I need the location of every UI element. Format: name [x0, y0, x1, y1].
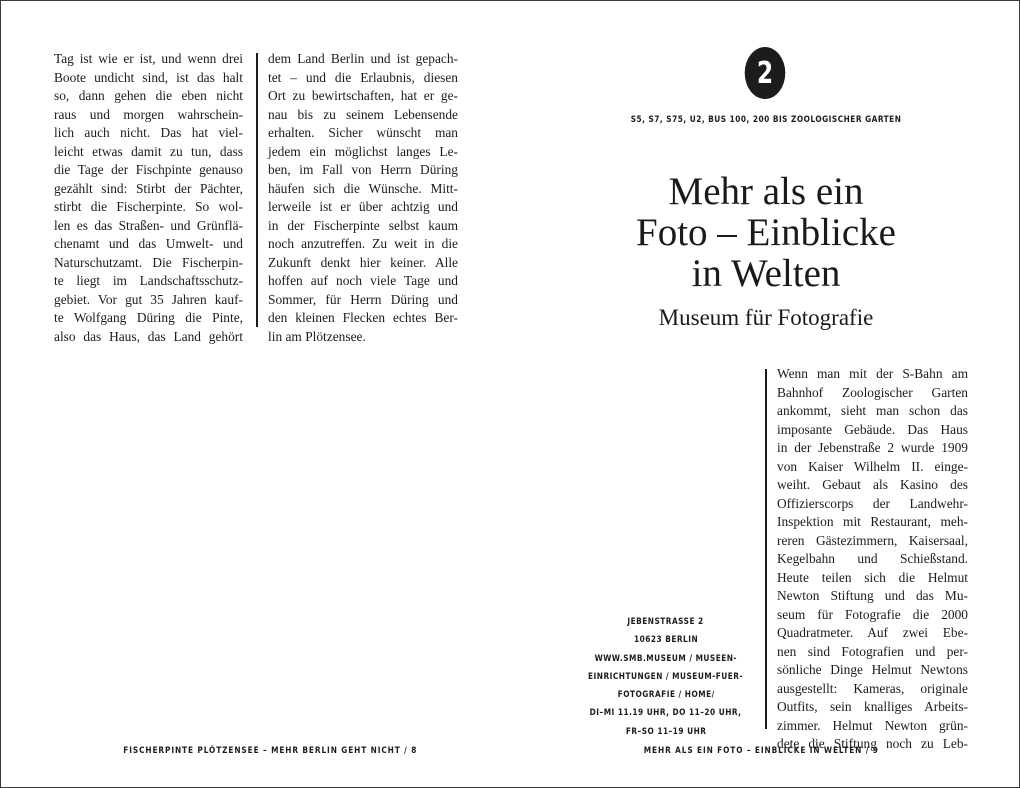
text-line: seum für Fotografie die 2000	[777, 606, 968, 622]
text-line: Newton Stiftung und das Mu-	[777, 588, 968, 603]
text-line: hoffen auf noch viele Tage und	[268, 273, 458, 288]
text-line: noch anzutreffen. Zu weit in die	[268, 236, 458, 251]
text-line: den kleinen Flecken echtes Ber-	[268, 310, 458, 325]
text-line: leicht etwas damit zu tun, dass	[54, 143, 243, 159]
running-footer-text: FISCHERPINTE PLÖTZENSEE – MEHR BERLIN GEHT NICHT / 8	[123, 746, 418, 756]
info-website: WWW.SMB.MUSEUM / MUSEEN-	[594, 653, 738, 664]
text-line: Ort zu bewirtschaften, hat er ge-	[268, 88, 458, 103]
text-line: lin am Plötzensee.	[268, 328, 366, 344]
left-page-column-2	[268, 50, 458, 346]
text-line: in der Fischerpinte selbst kaum	[268, 217, 458, 233]
text-line: nau bis zu seinem Lebensende	[268, 106, 458, 122]
text-line: gebiet. Vor gut 35 Jahren kauf-	[54, 291, 243, 307]
title-line: Mehr als ein	[668, 170, 864, 213]
text-line: Wenn man mit der S-Bahn am	[777, 366, 968, 381]
article-subtitle: Museum für Fotografie	[658, 305, 874, 330]
text-line: dete die Stiftung noch zu Leb-	[777, 736, 968, 751]
text-line: imposante Gebäude. Das Haus	[777, 421, 968, 437]
column-divider-rule	[256, 53, 258, 327]
left-page-column-1	[54, 50, 243, 346]
text-line: häufen sich die Wünsche. Mitt-	[268, 180, 458, 196]
transit-directions	[561, 114, 971, 125]
text-line: ben, im Fall von Herrn Düring	[268, 162, 458, 177]
info-hours-cont: FR–SO 11–19 UHR	[625, 726, 707, 737]
right-page-footer	[601, 745, 921, 756]
transit-text: S5, S7, S75, U2, BUS 100, 200 BIS ZOOLOGISCHER GARTEN	[630, 115, 902, 125]
text-line: Kegelbahn und Schießstand.	[777, 551, 968, 566]
info-address-street: JEBENSTRASSE 2	[627, 617, 705, 627]
left-page-footer	[91, 745, 431, 756]
text-line: Boote undicht sind, ist das halt	[54, 69, 243, 85]
text-line: Naturschutzamt. Die Fischerpin-	[54, 254, 243, 270]
text-line: stirbt die Fischerpinte. So wol-	[54, 199, 243, 214]
text-line: nen sind Fotografien und per-	[777, 643, 968, 659]
venue-info-block	[561, 613, 771, 741]
text-line: Zukunft denkt hier keiner. Alle	[268, 254, 458, 270]
text-line: Tag ist wie er ist, und wenn drei	[54, 51, 243, 66]
info-address-city: 10623 BERLIN	[633, 635, 699, 646]
text-line: von Kaiser Wilhelm II. einge-	[777, 458, 968, 474]
running-footer-text: MEHR ALS EIN FOTO – EINBLICKE IN WELTEN / 9	[643, 746, 879, 756]
text-line: Sommer, für Herrn Düring und	[268, 291, 458, 307]
text-line: in der Jebenstraße 2 wurde 1909	[777, 440, 968, 455]
text-line: reren Gästezimmern, Kaisersaal,	[777, 532, 968, 548]
text-line: sönliche Dinge Helmut Newtons	[777, 662, 968, 677]
text-line: ankommt, sieht man schon das	[777, 403, 968, 418]
text-line: raus und morgen wahrschein-	[54, 106, 243, 122]
text-line: te liegt im Landschaftsschutz-	[54, 273, 243, 288]
title-line: Foto – Einblicke	[636, 211, 896, 254]
text-line: gezählt sind: Stirbt der Pächter,	[54, 180, 243, 196]
info-website-cont: EINRICHTUNGEN / MUSEUM-FUER-	[588, 671, 744, 682]
title-line: in Welten	[691, 252, 841, 295]
chapter-number: 2	[756, 55, 774, 91]
text-line: also das Haus, das Land gehört	[54, 328, 243, 344]
text-line: chenamt und das Umwelt- und	[54, 236, 243, 251]
text-line: Quadratmeter. Auf zwei Ebe-	[777, 625, 968, 640]
article-title	[581, 171, 951, 294]
text-line: te Wolfgang Düring die Pinte,	[54, 310, 243, 325]
text-line: so, dann gehen die eben nicht	[54, 88, 243, 103]
chapter-number-badge	[745, 47, 786, 99]
text-line: lerweile ist er über achtzig und	[268, 199, 458, 214]
text-line: Offizierscorps der Landwehr-	[777, 495, 968, 511]
info-hours: DI–MI 11.19 UHR, DO 11–20 UHR,	[590, 708, 742, 719]
text-line: weiht. Gebaut als Kasino des	[777, 477, 968, 492]
text-line: lich auch nicht. Das hat viel-	[54, 125, 243, 140]
text-line: len es das Straßen- und Grünflä-	[54, 217, 243, 233]
text-line: Bahnhof Zoologischer Garten	[777, 384, 968, 400]
text-line: die Tage der Fischpinte genauso	[54, 162, 243, 177]
column-divider-rule	[765, 369, 767, 729]
text-line: Heute teilen sich die Helmut	[777, 569, 968, 585]
text-line: jedem ein möglichst langes Le-	[268, 143, 458, 159]
info-website-cont: FOTOGRAFIE / HOME/	[617, 690, 715, 701]
text-line: dem Land Berlin und ist gepach-	[268, 51, 458, 66]
right-page-column	[777, 365, 968, 754]
text-line: zimmer. Helmut Newton grün-	[777, 717, 968, 733]
text-line: Outfits, sein knalliges Arbeits-	[777, 699, 968, 714]
text-line: tet – und die Erlaubnis, diesen	[268, 69, 458, 85]
text-line: Inspektion mit Restaurant, meh-	[777, 514, 968, 529]
text-line: erhalten. Sicher wünscht man	[268, 125, 458, 140]
text-line: ausgestellt: Kameras, originale	[777, 680, 968, 696]
